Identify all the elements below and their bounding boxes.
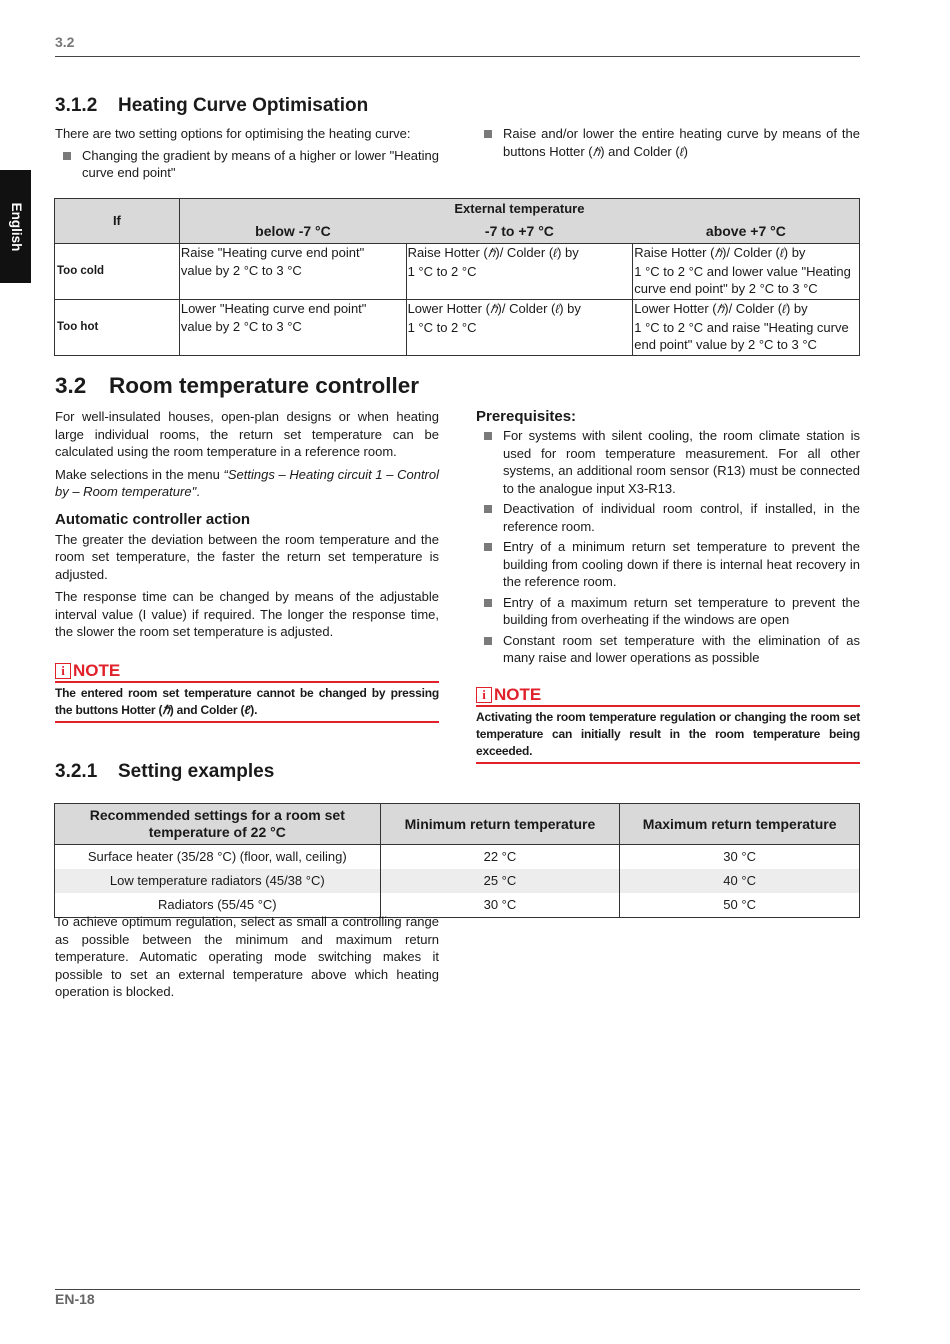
table-row xyxy=(55,244,860,300)
table-cell: Raise Hotter ( ℏ )/ Colder ( ℓ ) by 1 °C to 2 °C xyxy=(406,244,633,300)
section-3-1-2-heading: 3.1.2 Heating Curve Optimisation xyxy=(55,95,369,116)
hotter-icon xyxy=(490,301,498,316)
table-cell: Lower Hotter ( ℏ )/ Colder ( ℓ ) by 1 °C to 2 °C and raise "Heating curve end point" value by 2 °C to 3 °C xyxy=(633,300,860,356)
table-cell: 30 °C xyxy=(620,845,860,870)
table-row xyxy=(55,869,860,893)
note-box: i NOTE Activating the room temperature regulation or changing the room set temperature can initially result in the room temperature being exceeded. xyxy=(476,685,860,764)
setting-examples-table xyxy=(54,803,860,918)
col-header: Minimum return temperature xyxy=(380,804,620,845)
page-number: EN-18 xyxy=(55,1291,95,1307)
col-header: above +7 °C xyxy=(633,220,860,244)
table-row xyxy=(55,845,860,870)
prerequisites-heading: Prerequisites: xyxy=(476,408,577,425)
language-side-tab: English xyxy=(0,170,31,283)
section-3-2-left-column xyxy=(55,408,439,641)
col-header: below -7 °C xyxy=(179,220,406,244)
table-cell: 30 °C xyxy=(380,893,620,918)
paragraph: The response time can be changed by means of the adjustable interval value (I value) if required. The longer the response time, the slower the room set temperature is adjusted. xyxy=(55,589,439,639)
table-cell: Lower "Heating curve end point" value by 2 °C to 3 °C xyxy=(179,300,406,356)
paragraph: Make selections in the menu “Settings – Heating circuit 1 – Control by – Room temperature". xyxy=(55,466,440,499)
info-icon: i xyxy=(55,663,71,679)
external-temp-header: External temperature xyxy=(179,199,859,220)
prerequisites-list xyxy=(476,427,860,667)
paragraph: For well-insulated houses, open-plan designs or when heating large individual rooms, the return set temperature can be calculated using the room temperature in a reference room. xyxy=(55,409,439,459)
list-item: Deactivation of individual room control, if installed, in the reference room. xyxy=(476,500,860,535)
paragraph: The greater the deviation between the room temperature and the room set temperature, the faster the return set temperature is adjusted. xyxy=(55,531,439,582)
if-header: If xyxy=(55,199,180,244)
table-cell: Raise Hotter ( ℏ )/ Colder ( ℓ ) by 1 °C to 2 °C and lower value "Heating curve end point" by 2 °C to 3 °C xyxy=(633,244,860,300)
footer-rule xyxy=(55,1289,860,1290)
hotter-icon xyxy=(162,703,169,717)
col-header: -7 to +7 °C xyxy=(406,220,633,244)
col-header: Recommended settings for a room set temperature of 22 °C xyxy=(55,804,381,845)
header-section-number: 3.2 xyxy=(55,34,75,50)
table-cell: Raise "Heating curve end point" value by 2 °C to 3 °C xyxy=(179,244,406,300)
table-cell: Surface heater (35/28 °C) (floor, wall, ceiling) xyxy=(55,845,381,870)
note-box: i NOTE The entered room set temperature cannot be changed by pressing the buttons Hotter ( ℏ ) and Colder ( ℓ ). xyxy=(55,661,439,723)
row-label: Too cold xyxy=(55,244,180,300)
table-row xyxy=(55,300,860,356)
col-header: Maximum return temperature xyxy=(620,804,860,845)
table-cell: 40 °C xyxy=(620,869,860,893)
automatic-controller-heading: Automatic controller action xyxy=(55,510,251,528)
section-3-2-1-heading: 3.2.1 Setting examples xyxy=(55,761,275,782)
header-rule xyxy=(55,56,860,57)
section-3-1-2-left-column xyxy=(55,125,439,182)
heating-curve-table xyxy=(54,198,860,356)
note-text: Activating the room temperature regulation or changing the room set temperature can initially result in the room temperature being exceeded. xyxy=(476,710,860,758)
intro-text: There are two setting options for optimising the heating curve: xyxy=(55,126,411,141)
table-cell: 25 °C xyxy=(380,869,620,893)
info-icon: i xyxy=(476,687,492,703)
paragraph: To achieve optimum regulation, select as small a controlling range as possible between the minimum and maximum return temperature. Automatic operating mode switching makes it possible to set an external temperature above which heating operation is blocked. xyxy=(55,914,439,999)
list-item: Raise and/or lower the entire heating curve by means of the buttons Hotter ( ℏ ) and Colder ( ℓ ) xyxy=(476,125,860,161)
note-text: The entered room set temperature cannot be changed by pressing the buttons Hotter ( ℏ ) and Colder ( ℓ ). xyxy=(55,683,439,721)
table-cell: Radiators (55/45 °C) xyxy=(55,893,381,918)
list-item: Constant room set temperature with the elimination of as many raise and lower operations as possible xyxy=(476,632,860,667)
section-3-2-heading: 3.2 Room temperature controller xyxy=(55,373,420,398)
section-3-1-2-right-column xyxy=(476,125,860,161)
list-item: Entry of a minimum return set temperature to prevent the building from cooling down if there is internal heat recovery in the reference room. xyxy=(476,538,860,591)
table-cell: Lower Hotter ( ℏ )/ Colder ( ℓ ) by 1 °C to 2 °C xyxy=(406,300,633,356)
table-cell: Low temperature radiators (45/38 °C) xyxy=(55,869,381,893)
table-cell: 50 °C xyxy=(620,893,860,918)
list-item: For systems with silent cooling, the room climate station is used for room temperature measurement. For all other systems, an additional room sensor (R13) must be connected to the analogue input X3-R13. xyxy=(476,427,860,497)
row-label: Too hot xyxy=(55,300,180,356)
table-cell: 22 °C xyxy=(380,845,620,870)
section-3-2-right-column xyxy=(476,407,860,667)
hotter-icon xyxy=(714,245,722,260)
list-item: Changing the gradient by means of a higher or lower "Heating curve end point" xyxy=(55,147,439,182)
list-item: Entry of a maximum return set temperature to prevent the building from overheating if the windows are open xyxy=(476,594,860,629)
